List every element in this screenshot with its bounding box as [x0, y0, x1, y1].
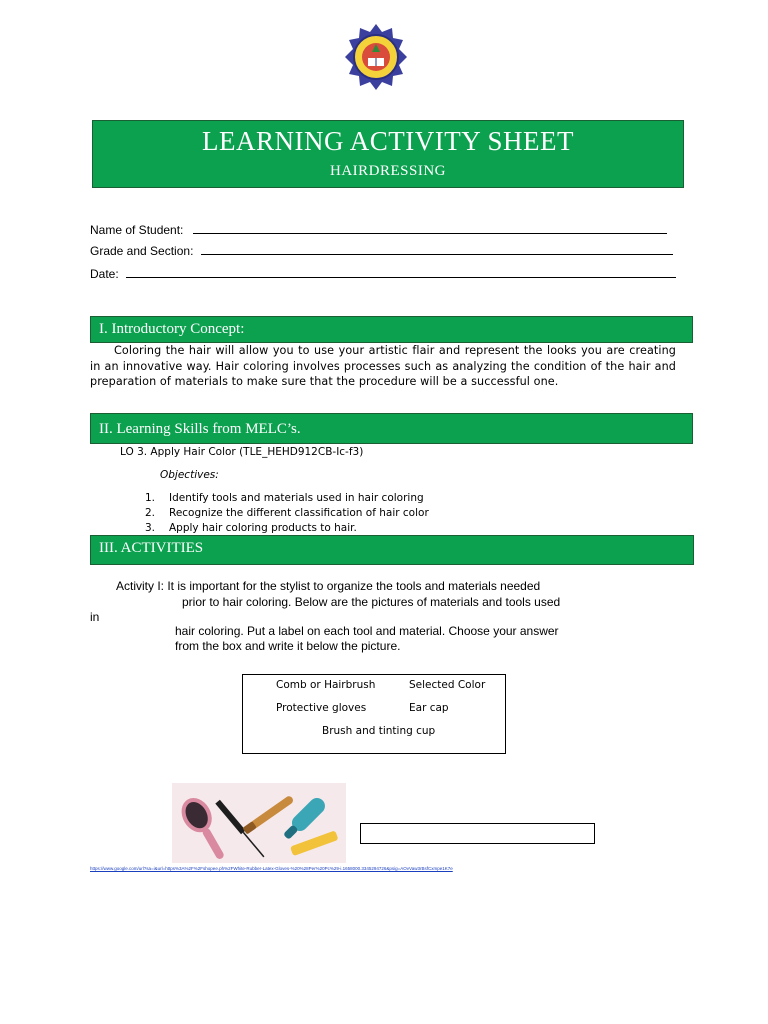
- page-title: LEARNING ACTIVITY SHEET: [202, 126, 574, 156]
- section2-heading: II. Learning Skills from MELC’s.: [99, 421, 301, 437]
- grade-section-line[interactable]: [201, 244, 673, 255]
- section-learning-skills: [90, 413, 693, 444]
- answer-choices-box: [242, 674, 506, 754]
- section-introductory-concept: [90, 316, 693, 343]
- activity-line-3: in: [90, 610, 100, 624]
- intro-paragraph: [90, 343, 676, 390]
- date-field[interactable]: [90, 267, 676, 281]
- intro-paragraph-text: Coloring the hair will allow you to use your artistic flair and represent the looks you are creating in an innovative way. Hair coloring involves processes such as analyzing the condition of the hair and preparation of materials to make sure that the procedure will be a successful one.: [90, 344, 676, 388]
- answer-input-box[interactable]: [360, 823, 595, 844]
- date-label: Date:: [90, 267, 119, 281]
- objectives-label: Objectives:: [160, 469, 219, 481]
- objective-item: 1. Identify tools and materials used in hair coloring: [145, 492, 424, 504]
- choice-protective-gloves: Protective gloves: [276, 702, 367, 714]
- title-banner: [92, 120, 684, 188]
- choice-ear-cap: Ear cap: [409, 702, 449, 714]
- school-seal-logo: [341, 22, 411, 92]
- section3-heading: III. ACTIVITIES: [99, 540, 204, 556]
- activity-line-1: Activity I: It is important for the stylist to organize the tools and materials needed: [116, 579, 541, 593]
- page-subtitle: HAIRDRESSING: [329, 163, 446, 179]
- student-name-label: Name of Student:: [90, 223, 184, 237]
- choice-brush-tinting-cup: Brush and tinting cup: [322, 725, 436, 737]
- student-name-line[interactable]: [193, 223, 667, 234]
- objective-item: 3. Apply hair coloring products to hair.: [145, 522, 357, 534]
- grade-section-field[interactable]: [90, 244, 673, 258]
- choice-selected-color: Selected Color: [409, 679, 486, 691]
- combs-brushes-image: [172, 783, 346, 863]
- grade-section-label: Grade and Section:: [90, 244, 194, 258]
- choice-comb-hairbrush: Comb or Hairbrush: [276, 679, 376, 691]
- objectives-list: [145, 491, 429, 536]
- activity-line-4: hair coloring. Put a label on each tool and material. Choose your answer: [175, 624, 559, 638]
- section1-heading: I. Introductory Concept:: [99, 321, 245, 337]
- student-name-field[interactable]: [90, 223, 667, 237]
- date-line[interactable]: [126, 267, 676, 278]
- learning-outcome: LO 3. Apply Hair Color (TLE_HEHD912CB-Ic-f3): [120, 446, 364, 458]
- objective-item: 2. Recognize the different classification of hair color: [145, 507, 429, 519]
- image-source-link[interactable]: https://www.google.com/url?sa=i&url=https%3A%2F%2Fshopee.ph%2FWhite-Rubber-Latex-Gloves-%20%28Per%20Pc%29-i.1658000.3345294726&psig=AOvVaw3rBsfCxmpe1K7e: [90, 866, 453, 871]
- section-activities: [90, 535, 694, 565]
- activity-line-5: from the box and write it below the picture.: [175, 639, 401, 653]
- activity-line-2: prior to hair coloring. Below are the pictures of materials and tools used: [182, 595, 561, 609]
